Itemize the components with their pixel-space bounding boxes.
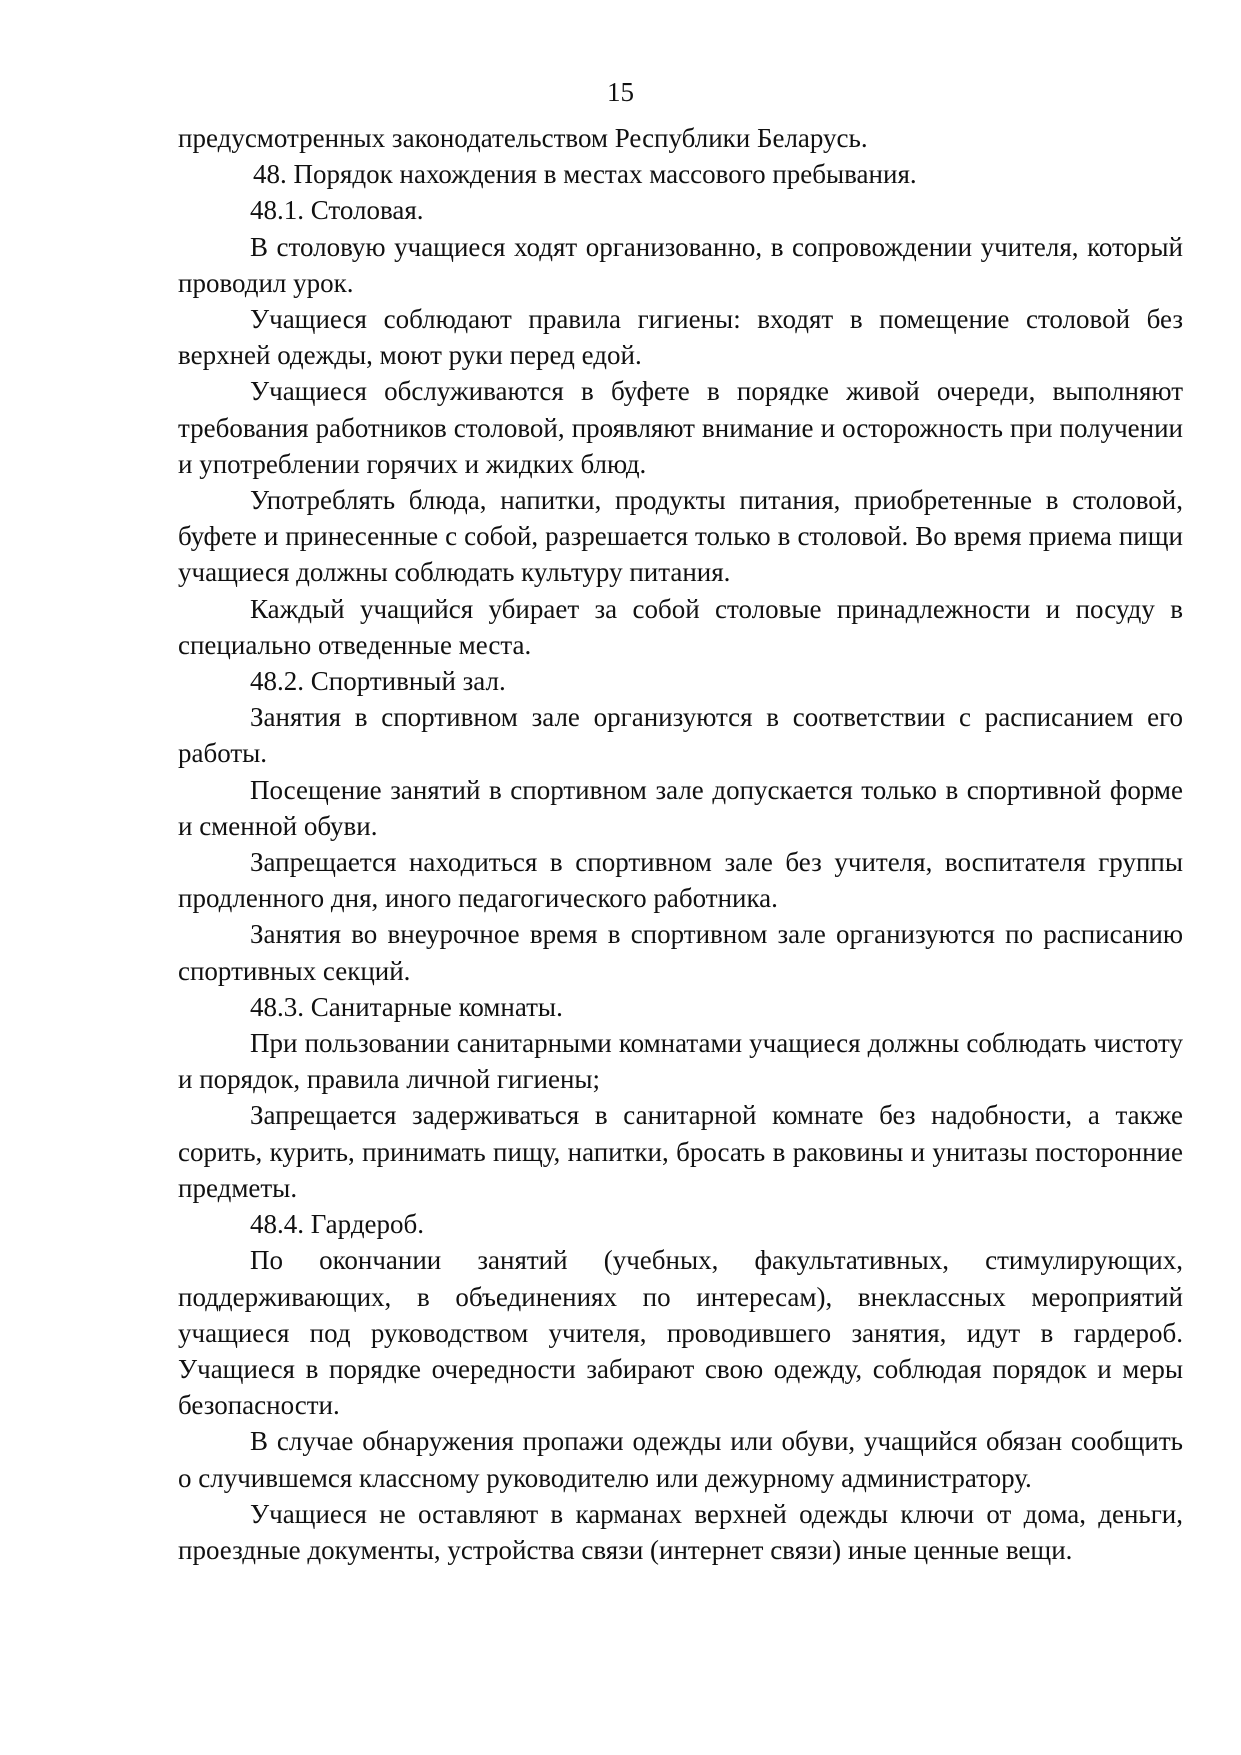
paragraph: Запрещается задерживаться в санитарной комнате без надобности, а также сорить, курить, принимать пищу, напитки, бросать в раковины и унитазы посторонние предметы.	[178, 1100, 1183, 1203]
subsection-heading-48-2: 48.2. Спортивный зал.	[250, 666, 506, 697]
paragraph: В столовую учащиеся ходят организованно, в сопровождении учителя, который проводил урок.	[178, 231, 1183, 298]
paragraph: Посещение занятий в спортивном зале допускается только в спортивной форме и сменной обуви.	[178, 774, 1183, 841]
paragraph: Учащиеся соблюдают правила гигиены: входят в помещение столовой без верхней одежды, моют руки перед едой.	[178, 304, 1183, 371]
paragraph: В случае обнаружения пропажи одежды или обуви, учащийся обязан сообщить о случившемся классному руководителю или дежурному администратору.	[178, 1426, 1183, 1493]
paragraph: Учащиеся обслуживаются в буфете в порядке живой очереди, выполняют требования работников столовой, проявляют внимание и осторожность при получении и употреблении горячих и жидких блюд.	[178, 376, 1183, 479]
paragraph: Занятия в спортивном зале организуются в соответствии с расписанием его работы.	[178, 702, 1183, 769]
paragraph: Употреблять блюда, напитки, продукты питания, приобретенные в столовой, буфете и принесенные с собой, разрешается только в столовой. Во время приема пищи учащиеся должны соблюдать культуру питания.	[178, 485, 1183, 588]
subsection-heading-48-3: 48.3. Санитарные комнаты.	[250, 991, 563, 1022]
section-heading-48: 48. Порядок нахождения в местах массового пребывания.	[253, 159, 917, 190]
paragraph: Занятия во внеурочное время в спортивном зале организуются по расписанию спортивных секций.	[178, 919, 1183, 986]
paragraph: Учащиеся не оставляют в карманах верхней одежды ключи от дома, деньги, проездные документы, устройства связи (интернет связи) иные ценные вещи.	[178, 1498, 1183, 1565]
subsection-heading-48-1: 48.1. Столовая.	[250, 195, 424, 226]
document-body	[178, 120, 1183, 1568]
paragraph: При пользовании санитарными комнатами учащиеся должны соблюдать чистоту и порядок, правила личной гигиены;	[178, 1028, 1183, 1095]
paragraph: Каждый учащийся убирает за собой столовые принадлежности и посуду в специально отведенные места.	[178, 593, 1183, 660]
paragraph-continuation: предусмотренных законодательством Республики Беларусь.	[178, 123, 868, 153]
paragraph: Запрещается находиться в спортивном зале без учителя, воспитателя группы продленного дня, иного педагогического работника.	[178, 847, 1183, 914]
paragraph: По окончании занятий (учебных, факультативных, стимулирующих, поддерживающих, в объединениях по интересам), внеклассных мероприятий учащиеся под руководством учителя, проводившего занятия, идут в гардероб. Учащиеся в порядке очередности забирают свою одежду, соблюдая порядок и меры безопасности.	[178, 1245, 1183, 1421]
page-number: 15	[607, 77, 634, 107]
subsection-heading-48-4: 48.4. Гардероб.	[250, 1209, 425, 1240]
